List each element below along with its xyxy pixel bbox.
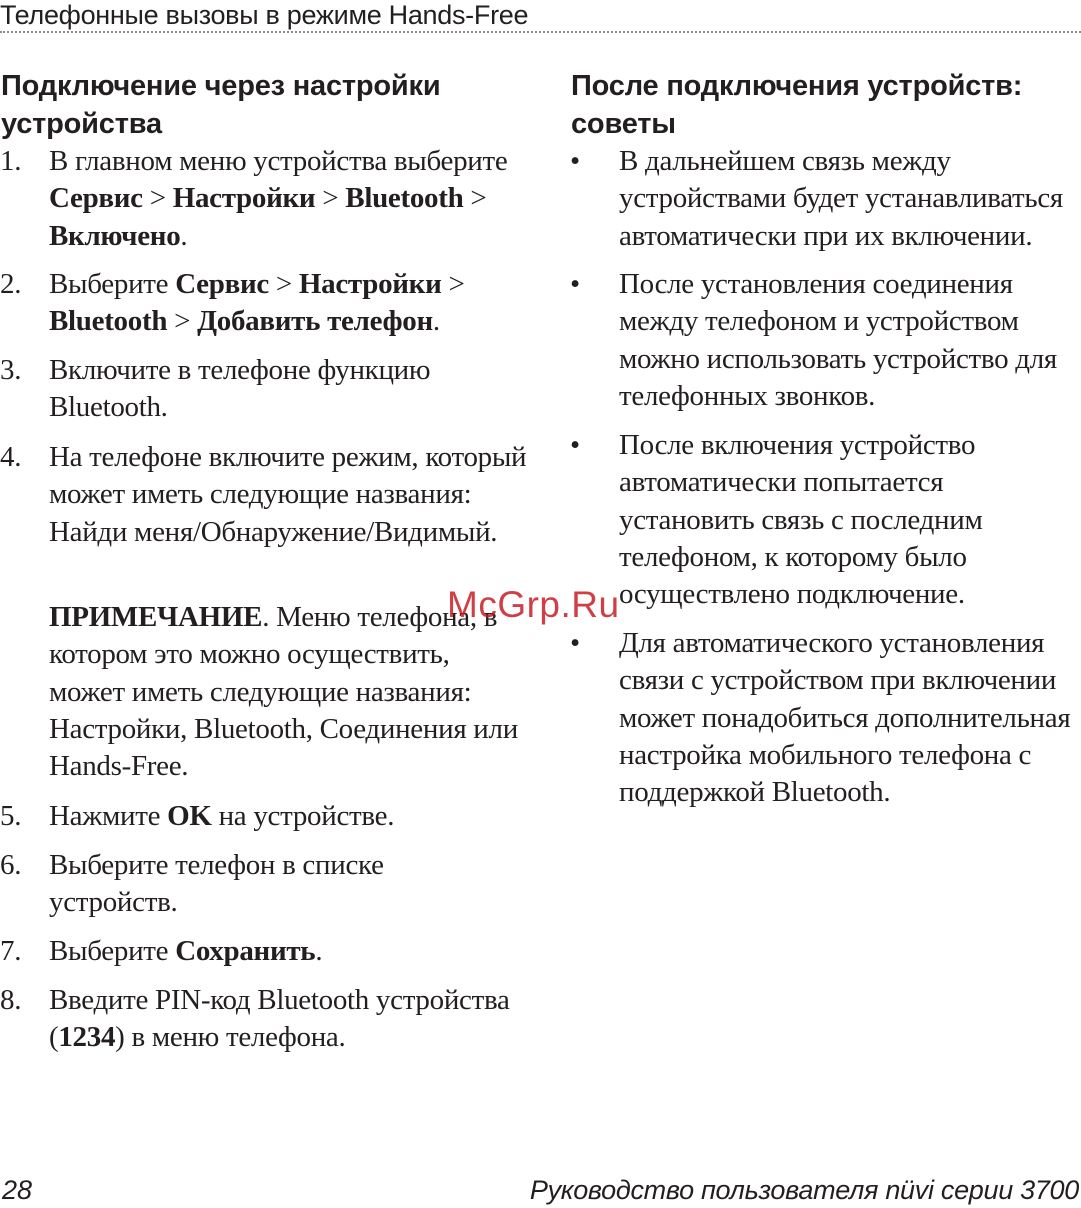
footer-manual-title: Руководство пользователя nüvi серии 3700 xyxy=(529,1175,1079,1205)
note-text: . Меню телефона, в котором это можно осуществить, может иметь следующие названия: Настройки, Bluetooth, Соединения или Hands-Free. xyxy=(49,601,518,783)
step-2 xyxy=(0,266,530,341)
step-number: 3. xyxy=(0,354,22,386)
tip-text: После включения устройство автоматически попытается установить связь с последним телефоном, к которому было осуществлено подключение. xyxy=(619,429,983,611)
step-number: 1. xyxy=(0,145,22,177)
step-5 xyxy=(0,798,530,835)
step-text: В главном меню устройства выберите Сервис > Настройки > Bluetooth > Включено. xyxy=(49,145,508,252)
step-7 xyxy=(0,933,530,970)
bullet-icon: • xyxy=(570,145,580,177)
tip-bullet-4 xyxy=(570,625,1075,811)
step-text: Выберите Сервис > Настройки > Bluetooth > Добавить телефон. xyxy=(49,268,465,338)
step-number: 7. xyxy=(0,935,22,967)
step-text: Включите в телефоне функцию Bluetooth. xyxy=(49,354,431,424)
watermark: McGrp.Ru xyxy=(447,584,620,625)
step-number: 5. xyxy=(0,800,22,832)
page-number: 28 xyxy=(2,1175,33,1205)
running-head: Телефонные вызовы в режиме Hands-Free xyxy=(0,0,529,30)
step-number: 4. xyxy=(0,441,22,473)
step-3 xyxy=(0,352,480,427)
section-heading-tips: После подключения устройств: советы xyxy=(571,70,1023,140)
note-block xyxy=(49,599,519,785)
step-1 xyxy=(0,143,530,255)
tip-text: В дальнейшем связь между устройствами будет устанавливаться автоматически при их включении. xyxy=(619,145,1063,252)
step-text: Введите PIN-код Bluetooth устройства (1234) в меню телефона. xyxy=(49,984,510,1054)
step-8 xyxy=(0,982,530,1057)
step-text: Выберите Сохранить. xyxy=(49,935,323,967)
step-4 xyxy=(0,439,530,551)
tip-text: После установления соединения между телефоном и устройством можно использовать устройство для телефонных звонков. xyxy=(619,268,1057,412)
step-number: 8. xyxy=(0,984,22,1016)
bullet-icon: • xyxy=(570,627,580,659)
section-heading-connect: Подключение через настройки устройства xyxy=(1,70,441,140)
tip-text: Для автоматического установления связи с устройством при включении может понадобиться дополнительная настройка мобильного телефона с поддержкой Bluetooth. xyxy=(619,627,1071,809)
step-number: 6. xyxy=(0,849,22,881)
header-divider xyxy=(0,31,1081,33)
step-text: На телефоне включите режим, который может иметь следующие названия: Найди меня/Обнаружение/Видимый. xyxy=(49,441,527,548)
step-6 xyxy=(0,847,440,922)
tip-bullet-1 xyxy=(570,143,1075,255)
bullet-icon: • xyxy=(570,268,580,300)
step-number: 2. xyxy=(0,268,22,300)
tip-bullet-3 xyxy=(570,427,1040,613)
bullet-icon: • xyxy=(570,429,580,461)
note-label: ПРИМЕЧАНИЕ xyxy=(49,601,263,633)
step-text: Нажмите OK на устройстве. xyxy=(49,800,395,832)
tip-bullet-2 xyxy=(570,266,1075,415)
step-text: Выберите телефон в списке устройств. xyxy=(49,849,384,919)
